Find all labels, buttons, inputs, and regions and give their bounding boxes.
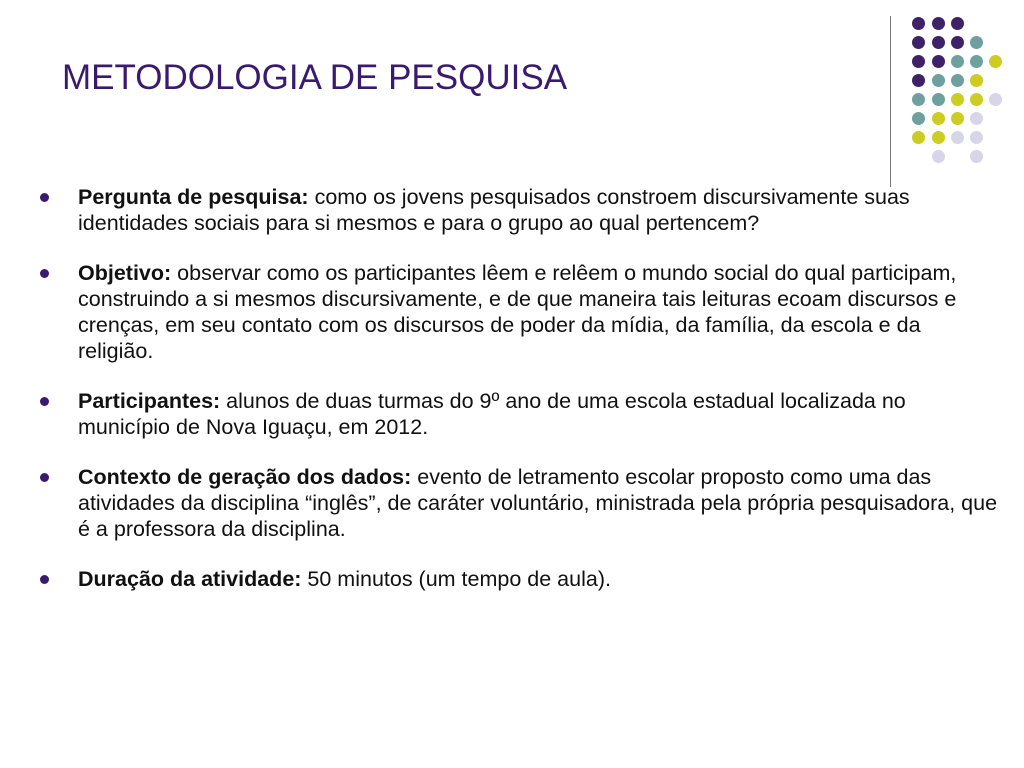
- decorative-dot: [970, 150, 983, 163]
- decorative-dot: [912, 74, 925, 87]
- bullet-item-contexto: [38, 464, 998, 542]
- bullet-dot-icon: [40, 575, 49, 584]
- bullet-item-objetivo: [38, 260, 998, 364]
- bullet-term: Objetivo:: [78, 261, 178, 285]
- decorative-dot: [912, 17, 925, 30]
- decorative-dot-grid: [0, 0, 1024, 180]
- decorative-dot: [951, 93, 964, 106]
- bullet-item-pergunta: [38, 184, 998, 236]
- bullet-dot-icon: [40, 473, 49, 482]
- decorative-dot: [912, 36, 925, 49]
- decorative-dot: [932, 74, 945, 87]
- bullet-dot-icon: [40, 193, 49, 202]
- decorative-dot: [970, 36, 983, 49]
- decorative-dot: [912, 131, 925, 144]
- decorative-dot: [932, 150, 945, 163]
- bullet-term: Pergunta de pesquisa:: [78, 185, 315, 209]
- decorative-dot: [932, 55, 945, 68]
- decorative-dot: [970, 55, 983, 68]
- bullet-item-duracao: [38, 566, 998, 592]
- decorative-dot: [970, 131, 983, 144]
- bullet-item-participantes: [38, 388, 998, 440]
- decorative-dot: [951, 131, 964, 144]
- bullet-list: [38, 184, 998, 616]
- bullet-text: alunos de duas turmas do 9º ano de uma escola estadual localizada no município de Nova Iguaçu, em 2012.: [78, 389, 906, 439]
- decorative-dot: [951, 17, 964, 30]
- decorative-dot: [970, 93, 983, 106]
- decorative-dot: [932, 93, 945, 106]
- decorative-dot: [912, 93, 925, 106]
- decorative-dot: [951, 55, 964, 68]
- bullet-dot-icon: [40, 269, 49, 278]
- decorative-dot: [932, 112, 945, 125]
- bullet-dot-icon: [40, 397, 49, 406]
- decorative-dot: [951, 36, 964, 49]
- decorative-dot: [932, 36, 945, 49]
- bullet-text: evento de letramento escolar proposto como uma das atividades da disciplina “inglês”, de caráter voluntário, ministrada pela própria pesquisadora, que é a professora da disciplina.: [78, 465, 998, 541]
- slide-title: METODOLOGIA DE PESQUISA: [62, 58, 568, 97]
- decorative-dot: [932, 131, 945, 144]
- decorative-dot: [989, 93, 1002, 106]
- decorative-dot: [912, 112, 925, 125]
- bullet-text: como os jovens pesquisados constroem discursivamente suas identidades sociais para si mesmos e para o grupo ao qual pertencem?: [78, 185, 910, 235]
- decorative-dot: [970, 112, 983, 125]
- decorative-dot: [951, 74, 964, 87]
- bullet-text: 50 minutos (um tempo de aula).: [307, 567, 611, 591]
- decorative-dot: [970, 74, 983, 87]
- bullet-term: Participantes:: [78, 389, 227, 413]
- bullet-term: Duração da atividade:: [78, 567, 308, 591]
- bullet-term: Contexto de geração dos dados:: [78, 465, 418, 489]
- decorative-dot: [989, 55, 1002, 68]
- decorative-dot: [912, 55, 925, 68]
- decorative-dot: [932, 17, 945, 30]
- bullet-text: observar como os participantes lêem e relêem o mundo social do qual participam, construindo a si mesmos discursivamente, e de que maneira tais leituras ecoam discursos e crenças, em seu contato com os discursos de poder da mídia, da família, da escola e da religião.: [78, 261, 957, 363]
- decorative-dot: [951, 112, 964, 125]
